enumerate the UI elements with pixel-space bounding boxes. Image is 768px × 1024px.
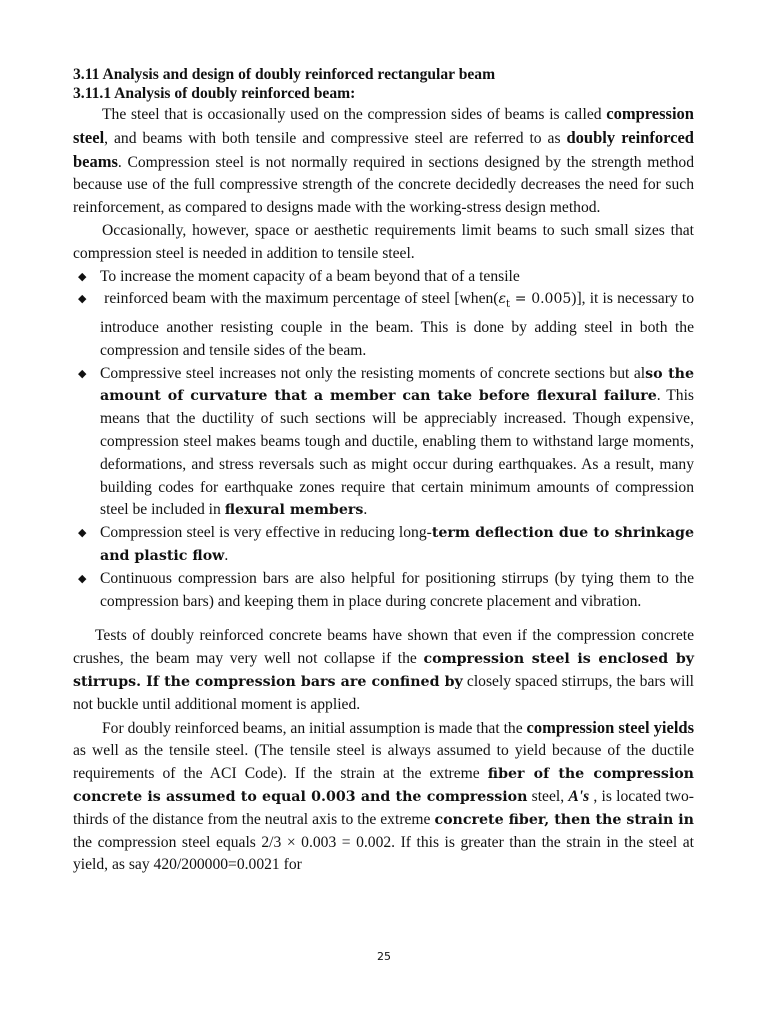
- list-item: ◆ reinforced beam with the maximum percentage of steel $[when(\varepsilon_t = 0.005)]$, it is necessary to introduce another resisting couple in the beam. This is done by adding steel in both the compression and tensile sides of the beam.: [78, 290, 694, 359]
- diamond-bullet-icon: ◆: [78, 572, 87, 585]
- list-item: ◆ Compressive steel increases not only the resisting moments of concrete sections but also the amount of curvature that a member can take before flexural failure. This means that the ductility of such sections will be appreciably increased. Though expensive, compression steel makes beams tough and ductile, enabling them to withstand large moments, deformations, and stress reversals such as might occur during earthquakes. As a result, many building codes for earthquake zones require that certain minimum amounts of compression steel be included in flexural members.: [78, 364, 694, 519]
- paragraph-occasionally: Occasionally, however, space or aesthetic requirements limit beams to such small sizes that compression steel is needed in addition to tensile steel.: [73, 221, 694, 262]
- section-heading: 3.11 Analysis and design of doubly reinforced rectangular beam: [73, 66, 496, 83]
- page-content: [73, 66, 694, 877]
- list-item: ◆ Compression steel is very effective in reducing long-term deflection due to shrinkage and plastic flow.: [78, 524, 694, 564]
- diamond-bullet-icon: ◆: [78, 293, 87, 306]
- paragraph-intro: The steel that is occasionally used on the compression sides of beams is called compression steel, and beams with both tensile and compressive steel are referred to as doubly reinforced beams. Compression steel is not normally required in sections designed by the strength method because use of the full compressive strength of the concrete decidedly decreases the need for such reinforcement, as compared to designs made with the working-stress design method.: [73, 104, 694, 217]
- diamond-bullet-icon: ◆: [78, 270, 87, 283]
- bullet-list: [73, 266, 694, 614]
- paragraph-gap: [73, 613, 694, 625]
- paragraph-tests: Tests of doubly reinforced concrete beams have shown that even if the compression concrete crushes, the beam may very well not collapse if the compression steel is enclosed by stirrups. If the compression bars are confined by closely spaced stirrups, the bars will not buckle until additional moment is applied.: [73, 627, 694, 713]
- subsection-heading: 3.11.1 Analysis of doubly reinforced beam:: [73, 84, 356, 102]
- paragraph-assumption: For doubly reinforced beams, an initial assumption is made that the compression steel yields as well as the tensile steel. (The tensile steel is always assumed to yield because of the ductile requirements of the ACI Code). If the strain at the extreme fiber of the compression concrete is assumed to equal 0.003 and the compression steel, A's , is located two-thirds of the distance from the neutral axis to the extreme concrete fiber, then the strain in the compression steel equals 2/3 × 0.003 = 0.002. If this is greater than the strain in the steel at yield, as say 420/200000=0.0021 for: [73, 717, 695, 874]
- list-item: ◆ Continuous compression bars are also helpful for positioning stirrups (by tying them to the compression bars) and keeping them in place during concrete placement and vibration.: [78, 569, 694, 610]
- diamond-bullet-icon: ◆: [78, 367, 87, 380]
- diamond-bullet-icon: ◆: [78, 527, 87, 540]
- page-number: 25: [377, 950, 391, 963]
- strain-equation: $\varepsilon_t = 0.005$: [498, 291, 572, 311]
- list-item: ◆ To increase the moment capacity of a beam beyond that of a tensile: [73, 266, 694, 289]
